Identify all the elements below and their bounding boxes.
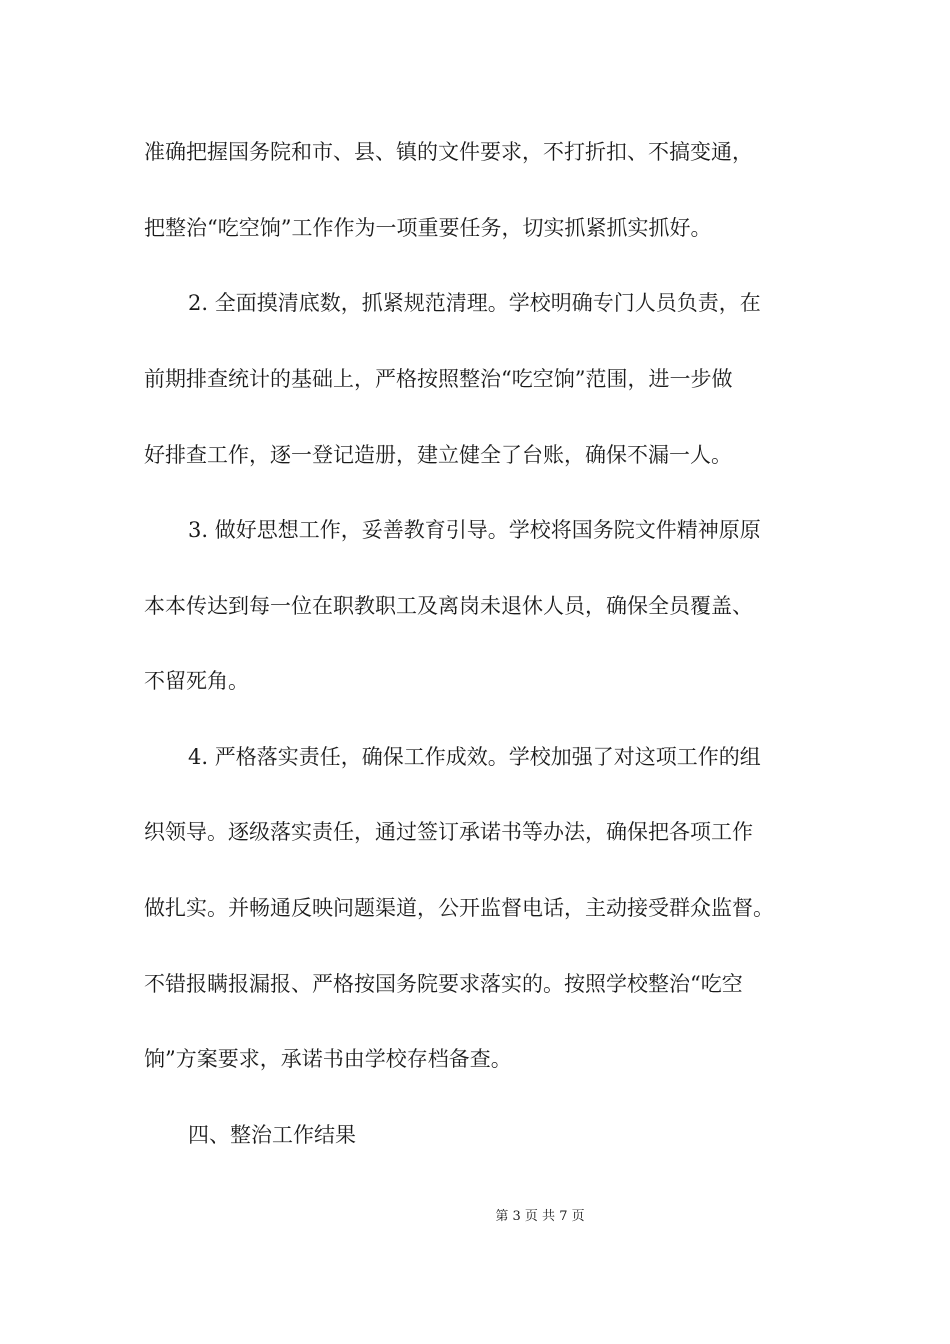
item-3-line-3: 不留死角。 (144, 669, 249, 693)
item-4-line-2: 织领导。逐级落实责任，通过签订承诺书等办法，确保把各项工作 (144, 820, 753, 844)
body-line-1: 准确把握国务院和市、县、镇的文件要求，不打折扣、不搞变通， (144, 140, 753, 164)
item-3-line-2: 本本传达到每一位在职教职工及离岗未退休人员，确保全员覆盖、 (144, 594, 753, 618)
item-2-line-2: 前期排查统计的基础上，严格按照整治“吃空饷”范围，进一步做 (144, 367, 733, 391)
item-2-line-1: 2. 全面摸清底数，抓紧规范清理。学校明确专门人员负责，在 (188, 291, 761, 315)
item-4-line-5: 饷”方案要求，承诺书由学校存档备查。 (144, 1047, 512, 1071)
item-4-line-4: 不错报瞒报漏报、严格按国务院要求落实的。按照学校整治“吃空 (144, 972, 743, 996)
item-3-line-1: 3. 做好思想工作，妥善教育引导。学校将国务院文件精神原原 (188, 518, 761, 542)
item-4-line-1: 4. 严格落实责任，确保工作成效。学校加强了对这项工作的组 (188, 745, 761, 769)
section-heading: 四、整治工作结果 (188, 1123, 356, 1147)
page-number-footer: 第 3 页 共 7 页 (495, 1209, 585, 1224)
item-4-line-3: 做扎实。并畅通反映问题渠道，公开监督电话，主动接受群众监督。 (144, 896, 774, 920)
body-line-2: 把整治“吃空饷”工作作为一项重要任务，切实抓紧抓实抓好。 (144, 216, 712, 240)
item-2-line-3: 好排查工作，逐一登记造册，建立健全了台账，确保不漏一人。 (144, 443, 732, 467)
